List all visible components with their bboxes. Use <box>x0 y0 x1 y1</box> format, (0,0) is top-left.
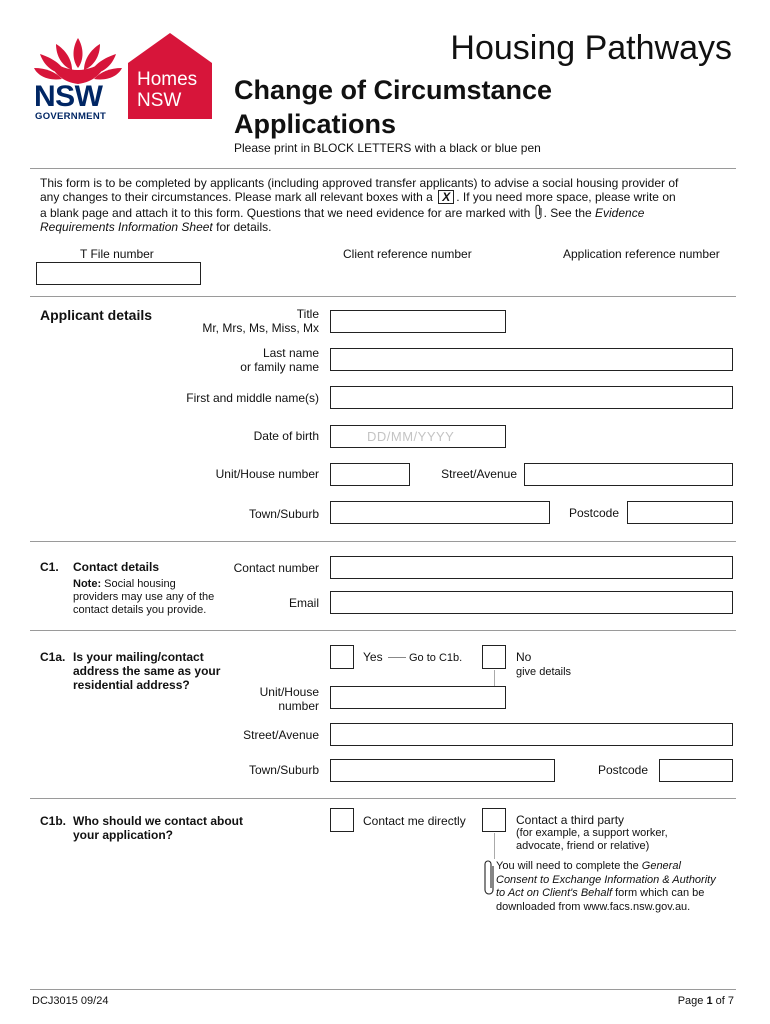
c1b-note-line <box>496 860 736 874</box>
dob-placeholder: DD/MM/YYYY <box>367 429 455 444</box>
intro-text-span: a blank page and attach it to this form. Questions that we need evidence for are marked with <box>40 206 531 220</box>
t-file-label: T File number <box>80 247 154 261</box>
c1b-note-line: Consent to Exchange Information & Authority <box>496 873 716 886</box>
c1a-no-checkbox[interactable] <box>482 645 506 669</box>
email-input[interactable] <box>330 591 733 614</box>
contact-number-input[interactable] <box>330 556 733 579</box>
dob-input[interactable] <box>330 425 506 448</box>
c1a-unit-label: Unit/House <box>259 685 319 699</box>
paperclip-icon <box>483 858 497 898</box>
intro-line <box>40 220 740 234</box>
c1a-question-line: Is your mailing/contact <box>73 650 204 664</box>
homes-nsw-wordmark: NSW <box>137 90 182 111</box>
town-input[interactable] <box>330 501 550 524</box>
t-file-input[interactable] <box>36 262 201 285</box>
unit-label: Unit/House number <box>215 467 319 481</box>
footer-divider <box>30 989 736 990</box>
homes-wordmark: Homes <box>137 69 198 90</box>
unit-input[interactable] <box>330 463 410 486</box>
title-label: Title <box>296 307 319 321</box>
example-mark-box: X <box>438 190 454 204</box>
intro-line <box>40 190 740 204</box>
title-input[interactable] <box>330 310 506 333</box>
c1b-question-line: your application? <box>73 828 174 842</box>
intro-text-span: for details. <box>216 220 272 234</box>
c1b-note-italic: General <box>641 860 681 872</box>
form-title-line2: Applications <box>234 109 397 139</box>
c1a-give-label: give details <box>516 666 572 678</box>
intro-line: This form is to be completed by applicants (including approved transfer applicants) to advise a social housing provider of <box>40 176 679 190</box>
dob-label: Date of birth <box>253 429 319 443</box>
form-subtitle: Please print in BLOCK LETTERS with a black or blue pen <box>234 141 541 155</box>
divider <box>30 541 736 542</box>
intro-text-span: . If you need more space, please write on <box>456 190 676 204</box>
street-label: Street/Avenue <box>441 467 517 481</box>
c1a-no-label: No <box>516 650 532 664</box>
c1a-street-input[interactable] <box>330 723 733 746</box>
c1b-third-party-desc: (for example, a support worker, <box>516 827 668 839</box>
page-prefix: Page <box>677 995 704 1007</box>
c1a-goto-label: Go to C1b. <box>409 652 463 664</box>
homes-nsw-logo <box>128 33 212 119</box>
c1-note-bold: Note: <box>73 578 102 590</box>
title-sub-label: Mr, Mrs, Ms, Miss, Mx <box>202 321 319 335</box>
c1b-third-party-desc: advocate, friend or relative) <box>516 840 650 852</box>
page-number <box>678 994 734 1008</box>
last-name-input[interactable] <box>330 348 733 371</box>
c1a-town-input[interactable] <box>330 759 555 782</box>
intro-text-span: . See the <box>543 206 592 220</box>
email-label: Email <box>288 596 319 610</box>
c1b-third-party-title: Contact a third party <box>516 813 625 827</box>
c1a-postcode-label: Postcode <box>597 763 648 777</box>
c1b-third-party-label <box>516 814 668 853</box>
app-ref-label: Application reference number <box>563 247 720 261</box>
c1b-note-italic: to Act on Client's Behalf <box>496 887 613 899</box>
c1a-question <box>73 650 220 692</box>
intro-text <box>40 176 740 234</box>
postcode-label: Postcode <box>568 506 619 520</box>
c1b-contact-me-checkbox[interactable] <box>330 808 354 832</box>
intro-text-span: Requirements Information Sheet <box>40 220 213 234</box>
arrow-line <box>388 657 406 658</box>
form-title-line1: Change of Circumstance <box>234 75 553 105</box>
connector-line <box>494 670 495 686</box>
c1-note-line <box>73 578 214 591</box>
c1b-number: C1b. <box>40 814 67 828</box>
paperclip-icon <box>534 204 544 220</box>
c1-note-line: providers may use any of the <box>73 591 215 603</box>
c1a-unit-input[interactable] <box>330 686 506 709</box>
client-ref-label: Client reference number <box>343 247 472 261</box>
divider <box>30 630 736 631</box>
waratah-icon <box>32 34 124 86</box>
c1-heading: Contact details <box>73 560 160 574</box>
first-name-label: First and middle name(s) <box>186 391 319 405</box>
intro-text-span: any changes to their circumstances. Please mark all relevant boxes with a <box>40 190 433 204</box>
c1-note <box>73 578 214 617</box>
c1a-unit-sub-label: number <box>278 699 319 713</box>
intro-text-span: Evidence <box>595 206 645 220</box>
c1-note-line: contact details you provide. <box>73 604 207 616</box>
c1b-note-text: form which can be <box>615 887 705 899</box>
form-code: DCJ3015 09/24 <box>32 995 109 1007</box>
divider <box>30 168 736 169</box>
c1a-question-line: address the same as your <box>73 664 221 678</box>
nsw-government-logo <box>32 34 124 120</box>
last-name-label: Last name <box>262 346 319 360</box>
postcode-input[interactable] <box>627 501 733 524</box>
c1b-note-line <box>496 887 736 901</box>
connector-line <box>494 833 495 859</box>
street-input[interactable] <box>524 463 733 486</box>
first-name-input[interactable] <box>330 386 733 409</box>
contact-number-label: Contact number <box>233 561 319 575</box>
c1b-contact-me-label: Contact me directly <box>363 814 466 828</box>
c1-number: C1. <box>40 560 59 574</box>
c1b-note-text: You will need to complete the <box>496 860 639 872</box>
nsw-wordmark: NSW <box>34 80 103 113</box>
divider <box>30 798 736 799</box>
c1a-yes-label: Yes <box>363 650 383 664</box>
last-name-sub-label: or family name <box>240 360 319 374</box>
c1-note-text: Social housing <box>104 578 176 590</box>
applicant-heading: Applicant details <box>40 307 153 323</box>
program-title: Housing Pathways <box>450 29 732 67</box>
town-label: Town/Suburb <box>248 507 319 521</box>
c1b-question <box>73 814 243 842</box>
government-wordmark: GOVERNMENT <box>35 111 107 122</box>
c1a-street-label: Street/Avenue <box>243 728 319 742</box>
c1b-question-line: Who should we contact about <box>73 814 243 828</box>
c1a-postcode-input[interactable] <box>659 759 733 782</box>
page-current: 1 <box>706 995 713 1007</box>
c1b-consent-note <box>496 860 736 914</box>
c1b-note-line: downloaded from www.facs.nsw.gov.au. <box>496 900 691 913</box>
c1a-yes-checkbox[interactable] <box>330 645 354 669</box>
c1b-third-party-checkbox[interactable] <box>482 808 506 832</box>
c1a-question-line: residential address? <box>73 678 190 692</box>
page-suffix: of 7 <box>715 995 734 1007</box>
divider <box>30 296 736 297</box>
c1a-number: C1a. <box>40 650 66 664</box>
c1a-town-label: Town/Suburb <box>248 763 319 777</box>
intro-line <box>40 204 740 220</box>
